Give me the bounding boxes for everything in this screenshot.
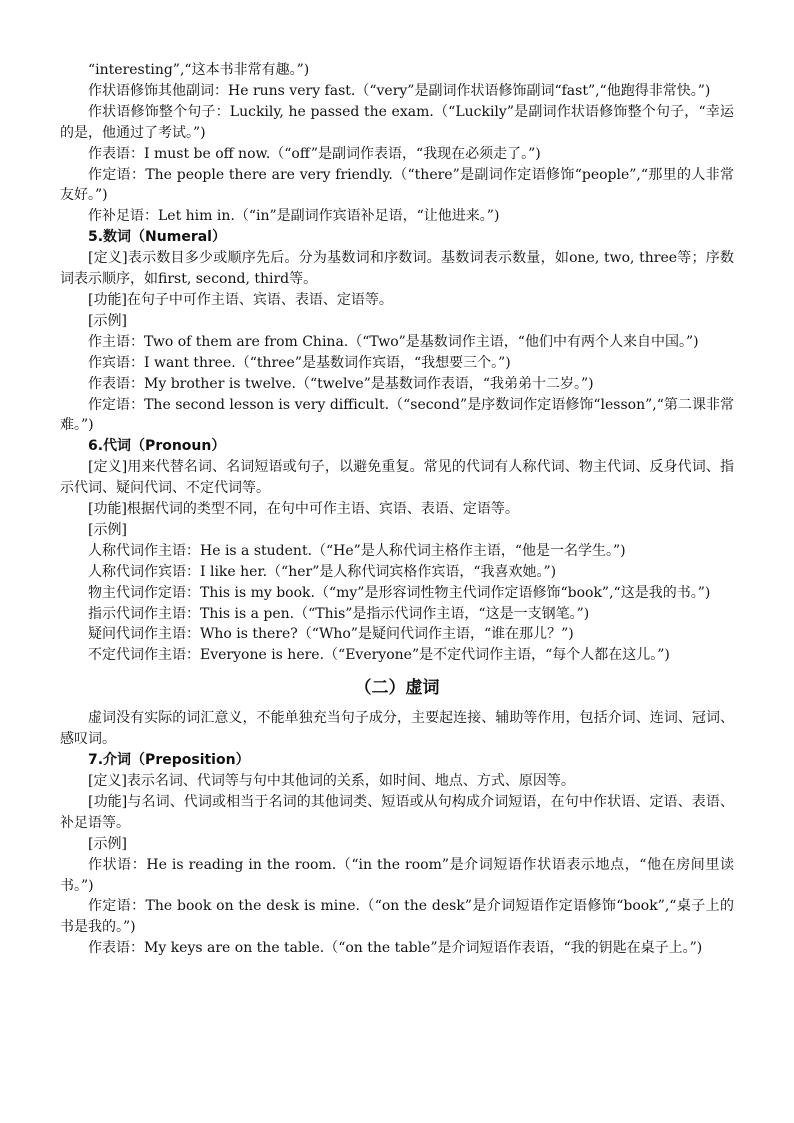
paragraph: 人称代词作主语：He is a student.（“He”是人称代词主格作主语，“他是一名学生。”) — [88, 542, 626, 559]
paragraph: 作表语：I must be off now.（“off”是副词作表语，“我现在必须走了。”) — [88, 145, 541, 162]
paragraph: [示例] — [88, 312, 127, 329]
paragraph: 作表语：My brother is twelve.（“twelve”是基数词作表语，“我弟弟十二岁。”) — [88, 375, 594, 392]
paragraph: 作状语修饰其他副词：He runs very fast.（“very”是副词作状语修饰副词“fast”,“他跑得非常快。”) — [88, 82, 711, 99]
paragraph: 物主代词作定语：This is my book.（“my”是形容词性物主代词作定语修饰“book”,“这是我的书。”) — [88, 584, 711, 601]
paragraph: [定义]表示数目多少或顺序先后。分为基数词和序数词。基数词表示数量，如one, two, three等；序数词表示顺序，如first, second, third等。 — [60, 250, 734, 288]
paragraph: 作定语：The second lesson is very difficult.（“second”是序数词作定语修饰“lesson”,“第二课非常难。”) — [60, 396, 734, 434]
paragraph: [定义]用来代替名词、名词短语或句子，以避免重复。常见的代词有人称代词、物主代词、反身代词、指示代词、疑问代词、不定代词等。 — [60, 459, 734, 497]
subheading-numeral: 5.数词（Numeral） — [88, 229, 226, 246]
paragraph: [示例] — [88, 835, 127, 852]
paragraph: [功能]根据代词的类型不同，在句中可作主语、宾语、表语、定语等。 — [88, 501, 519, 518]
paragraph: [定义]表示名词、代词等与句中其他词的关系，如时间、地点、方式、原因等。 — [88, 773, 575, 789]
subheading-pronoun: 6.代词（Pronoun） — [88, 438, 226, 455]
paragraph: 指示代词作主语：This is a pen.（“This”是指示代词作主语，“这是一支钢笔。”) — [88, 605, 590, 622]
paragraph: [功能]与名词、代词或相当于名词的其他词类、短语或从句构成介词短语，在句中作状语、定语、表语、补足语等。 — [60, 793, 734, 831]
paragraph: [示例] — [88, 521, 127, 538]
section-title: （二）虚词 — [354, 678, 440, 699]
paragraph: 疑问代词作主语：Who is there?（“Who”是疑问代词作主语，“谁在那儿？”) — [88, 626, 574, 643]
paragraph: 作状语：He is reading in the room.（“in the room”是介词短语作状语表示地点，“他在房间里读书。”) — [60, 856, 734, 894]
paragraph: 作主语：Two of them are from China.（“Two”是基数词作主语，“他们中有两个人来自中国。”) — [88, 333, 699, 350]
paragraph: 人称代词作宾语：I like her.（“her”是人称代词宾格作宾语，“我喜欢她。”) — [88, 563, 557, 580]
paragraph: 作表语：My keys are on the table.（“on the table”是介词短语作表语，“我的钥匙在桌子上。”) — [88, 940, 703, 957]
paragraph: 不定代词作主语：Everyone is here.（“Everyone”是不定代词作主语，“每个人都在这儿。”) — [88, 647, 670, 664]
paragraph: [功能]在句子中可作主语、宾语、表语、定语等。 — [88, 291, 393, 308]
paragraph: 作定语：The book on the desk is mine.（“on the desk”是介词短语作定语修饰“book”,“桌子上的书是我的。”) — [60, 898, 734, 936]
paragraph: 作状语修饰整个句子：Luckily, he passed the exam.（“Luckily”是副词作状语修饰整个句子，“幸运的是，他通过了考试。”) — [60, 103, 734, 141]
paragraph: “interesting”,“这本书非常有趣。”) — [88, 62, 310, 78]
paragraph: 作定语：The people there are very friendly.（“there”是副词作定语修饰“people”,“那里的人非常友好。”) — [60, 166, 734, 204]
paragraph: 作宾语：I want three.（“three”是基数词作宾语，“我想要三个。”) — [88, 354, 511, 371]
document-page — [60, 60, 734, 959]
subheading-preposition: 7.介词（Preposition） — [88, 752, 250, 769]
paragraph: 虚词没有实际的词汇意义，不能单独充当句子成分，主要起连接、辅助等作用，包括介词、连词、冠词、感叹词。 — [60, 710, 734, 748]
paragraph: 作补足语：Let him in.（“in”是副词作宾语补足语，“让他进来。”) — [88, 208, 500, 225]
